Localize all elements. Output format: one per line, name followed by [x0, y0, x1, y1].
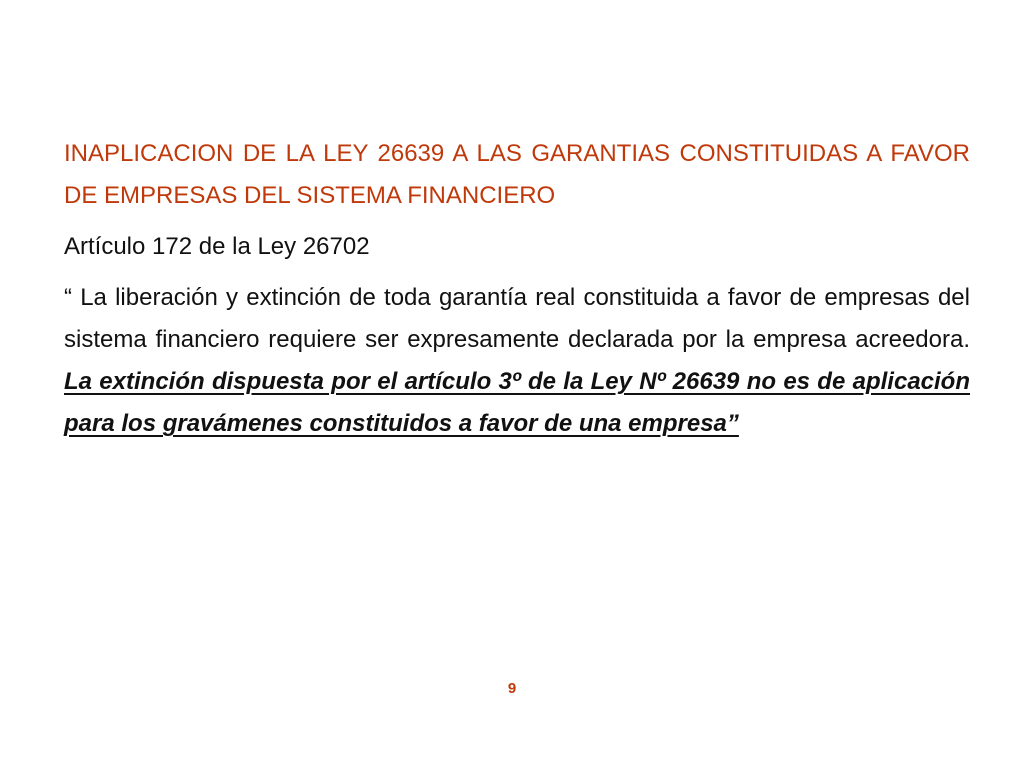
- slide-heading: INAPLICACION DE LA LEY 26639 A LAS GARANTIAS CONSTITUIDAS A FAVOR DE EMPRESAS DEL SISTEMA FINANCIERO: [64, 140, 970, 209]
- quote-plain-text: “ La liberación y extinción de toda garantía real constituida a favor de empresas del sistema financiero requiere ser expresamente declarada por la empresa acreedora.: [64, 284, 970, 353]
- quoted-article-text: [64, 277, 970, 445]
- quote-emphasized-text: La extinción dispuesta por el artículo 3º de la Ley Nº 26639 no es de aplicación para los gravámenes constituidos a favor de una empresa”: [64, 368, 970, 437]
- slide-content: [64, 133, 970, 445]
- page-number: 9: [507, 680, 517, 697]
- article-reference: Artículo 172 de la Ley 26702: [64, 233, 370, 260]
